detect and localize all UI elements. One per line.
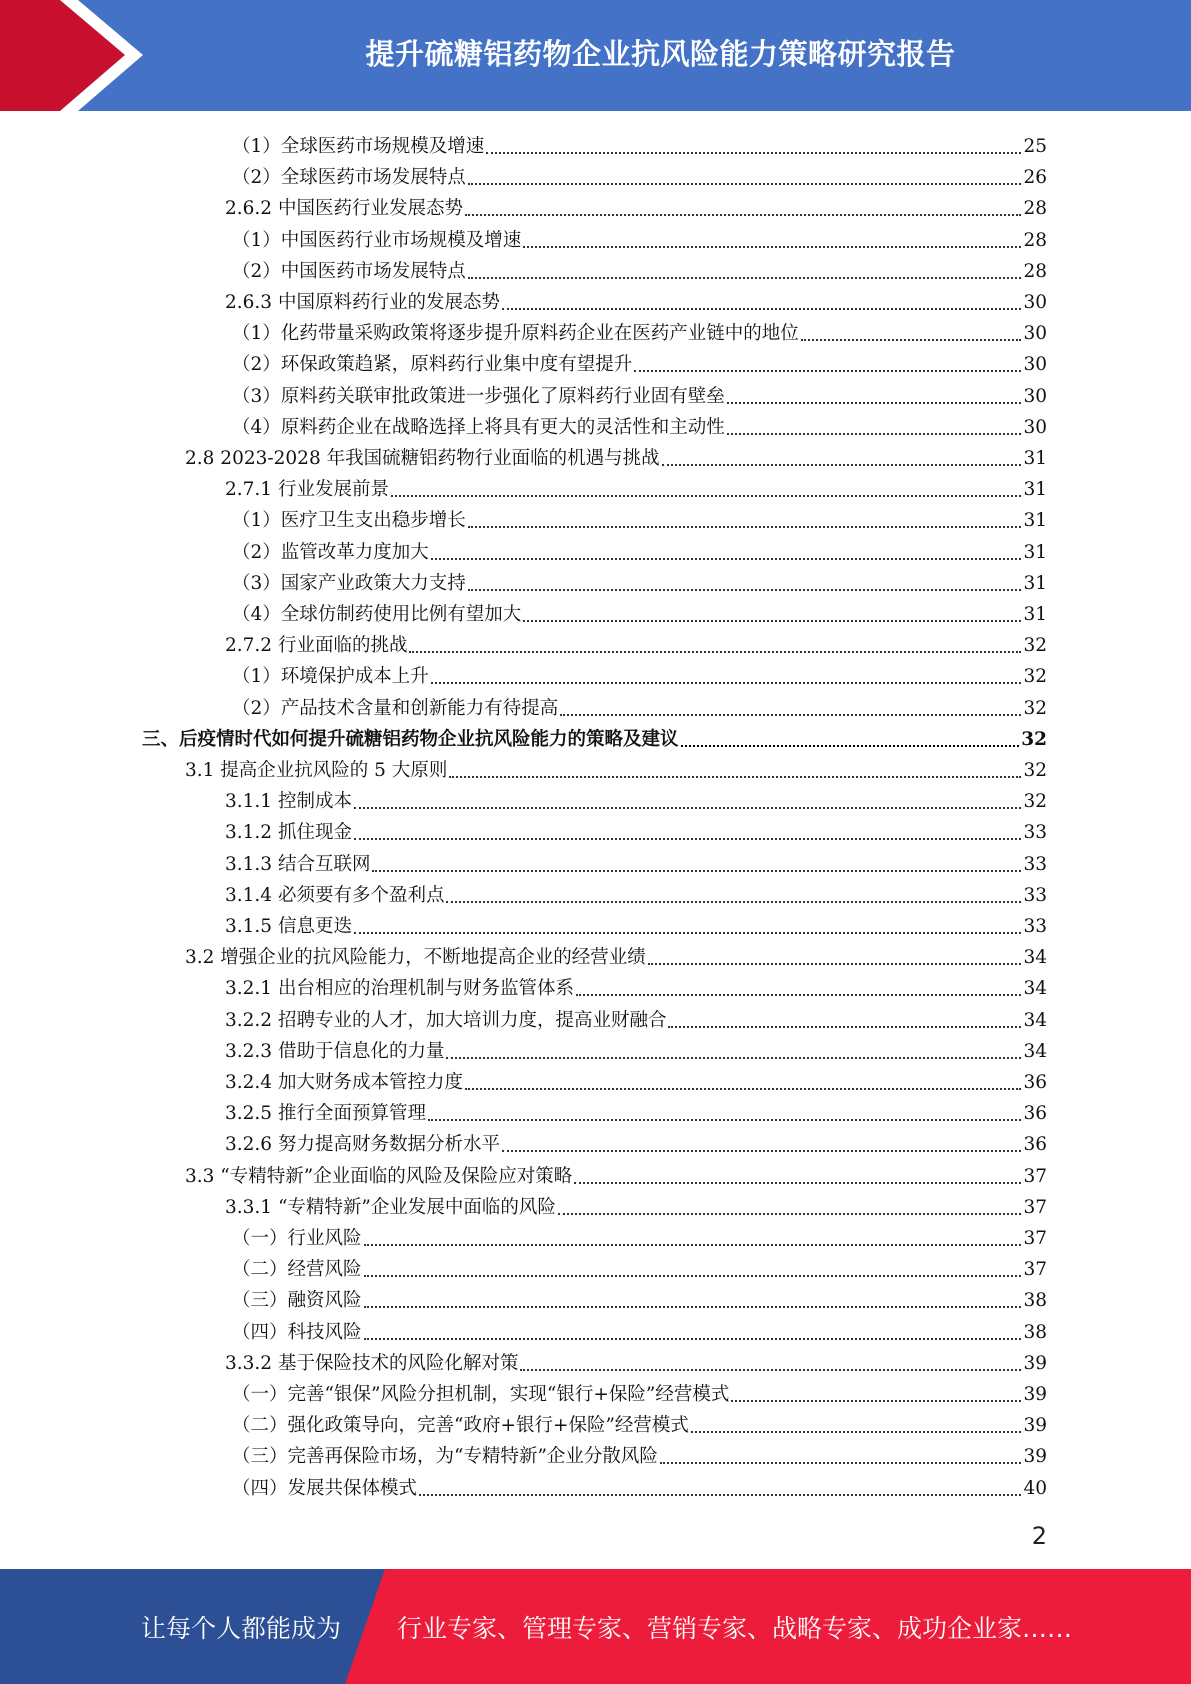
toc-leader-dots <box>502 1149 1021 1152</box>
toc-entry-title: （一）行业风险 <box>232 1228 362 1249</box>
toc-leader-dots <box>354 837 1022 840</box>
toc-entry-page: 34 <box>1023 978 1047 1000</box>
toc-leader-dots <box>446 1056 1021 1059</box>
toc-entry-title: （二）强化政策导向，完善“政府+银行+保险”经营模式 <box>232 1415 689 1437</box>
toc-entry[interactable] <box>225 189 1047 220</box>
toc-entry-page: 32 <box>1021 728 1047 750</box>
toc-entry[interactable] <box>225 1344 1047 1375</box>
toc-entry-page: 39 <box>1023 1415 1047 1437</box>
toc-entry-title: 3.2 增强企业的抗风险能力，不断地提高企业的经营业绩 <box>185 947 646 969</box>
toc-entry-page: 37 <box>1023 1259 1047 1281</box>
toc-entry-title: （3）国家产业政策大力支持 <box>232 572 466 594</box>
toc-entry[interactable] <box>232 595 1047 626</box>
toc-entry[interactable] <box>232 1250 1047 1281</box>
toc-leader-dots <box>486 151 1021 154</box>
toc-entry-title: （一）完善“银保”风险分担机制，实现“银行+保险”经营模式 <box>232 1384 730 1405</box>
toc-leader-dots <box>523 619 1021 622</box>
toc-entry[interactable] <box>225 1032 1047 1063</box>
toc-entry[interactable] <box>232 564 1047 595</box>
toc-entry-title: 3.3 “专精特新”企业面临的风险及保险应对策略 <box>185 1165 573 1187</box>
toc-entry-page: 30 <box>1023 385 1047 407</box>
toc-entry-page: 33 <box>1023 853 1047 875</box>
toc-entry[interactable] <box>232 345 1047 376</box>
toc-entry[interactable] <box>232 1406 1047 1437</box>
toc-entry[interactable] <box>185 751 1047 782</box>
toc-entry[interactable] <box>232 657 1047 688</box>
toc-leader-dots <box>364 1243 1022 1246</box>
toc-leader-dots <box>727 432 1022 435</box>
toc-entry-title: 2.7.2 行业面临的挑战 <box>225 635 408 657</box>
toc-entry-page: 30 <box>1023 323 1047 345</box>
toc-entry-page: 31 <box>1023 572 1047 594</box>
toc-leader-dots <box>446 900 1021 903</box>
toc-entry[interactable] <box>232 689 1047 720</box>
toc-entry-title: （1）全球医药市场规模及增速 <box>232 136 485 157</box>
toc-entry-page: 28 <box>1023 229 1047 251</box>
toc-entry-page: 31 <box>1023 479 1047 501</box>
toc-entry-title: （三）完善再保险市场，为“专精特新”企业分散风险 <box>232 1446 658 1468</box>
toc-entry-page: 31 <box>1023 541 1047 563</box>
toc-entry-title: （4）原料药企业在战略选择上将具有更大的灵活性和主动性 <box>232 416 725 438</box>
toc-entry-title: 2.6.2 中国医药行业发展态势 <box>225 198 463 220</box>
toc-entry[interactable] <box>225 907 1047 938</box>
toc-leader-dots <box>465 1087 1021 1090</box>
toc-entry-page: 30 <box>1023 416 1047 438</box>
toc-entry-title: （4）全球仿制药使用比例有望加大 <box>232 604 522 625</box>
footer-slogan-right: 行业专家、管理专家、营销专家、战略专家、成功企业家…… <box>397 1613 1073 1643</box>
toc-entry[interactable] <box>225 470 1047 501</box>
toc-leader-dots <box>668 1025 1021 1028</box>
toc-entry-page: 39 <box>1023 1352 1047 1374</box>
toc-entry-title: （2）中国医药市场发展特点 <box>232 260 466 282</box>
footer-slogan-left: 让每个人都能成为 <box>141 1613 342 1643</box>
toc-leader-dots <box>576 993 1021 996</box>
toc-entry-page: 38 <box>1023 1321 1047 1343</box>
toc-entry-title: 3.2.5 推行全面预算管理 <box>225 1103 426 1125</box>
toc-entry[interactable] <box>225 1063 1047 1094</box>
page-header <box>0 0 1191 111</box>
toc-leader-dots <box>372 869 1021 872</box>
toc-leader-dots <box>428 1118 1021 1121</box>
toc-entry-page: 34 <box>1023 1009 1047 1031</box>
toc-leader-dots <box>574 1181 1021 1184</box>
toc-entry-page: 33 <box>1023 884 1047 906</box>
toc-entry[interactable] <box>232 127 1047 158</box>
toc-entry[interactable] <box>232 1313 1047 1344</box>
toc-entry-title: 3.1.1 控制成本 <box>225 791 352 813</box>
toc-entry-title: （1）化药带量采购政策将逐步提升原料药企业在医药产业链中的地位 <box>232 323 799 345</box>
toc-entry-title: （四）发展共保体模式 <box>232 1477 418 1499</box>
toc-entry-title: （1）医疗卫生支出稳步增长 <box>232 510 466 532</box>
toc-leader-dots <box>560 713 1021 716</box>
toc-entry-page: 38 <box>1023 1290 1047 1312</box>
header-chevron-decoration <box>0 0 160 111</box>
toc-entry-page: 39 <box>1023 1446 1047 1468</box>
toc-leader-dots <box>431 557 1022 560</box>
toc-entry[interactable] <box>232 377 1047 408</box>
toc-entry[interactable] <box>232 1437 1047 1468</box>
toc-leader-dots <box>731 1399 1021 1402</box>
toc-entry-page: 37 <box>1023 1228 1047 1249</box>
toc-entry[interactable] <box>232 1375 1047 1406</box>
toc-entry-page: 28 <box>1023 198 1047 220</box>
toc-entry-page: 31 <box>1023 448 1047 469</box>
toc-entry[interactable] <box>225 283 1047 314</box>
toc-entry[interactable] <box>232 314 1047 345</box>
toc-entry[interactable] <box>142 720 1047 751</box>
toc-entry[interactable] <box>225 876 1047 907</box>
toc-leader-dots <box>364 1274 1022 1277</box>
toc-entry-page: 34 <box>1023 947 1047 969</box>
toc-leader-dots <box>354 931 1022 934</box>
toc-entry-title: 3.2.2 招聘专业的人才，加大培训力度，提高业财融合 <box>225 1009 667 1031</box>
toc-leader-dots <box>364 1305 1022 1308</box>
toc-entry-page: 31 <box>1023 604 1047 625</box>
toc-entry-page: 34 <box>1023 1040 1047 1062</box>
toc-entry[interactable] <box>185 439 1047 470</box>
toc-leader-dots <box>354 806 1022 809</box>
toc-entry[interactable] <box>225 1094 1047 1125</box>
toc-entry-title: 3.2.4 加大财务成本管控力度 <box>225 1072 463 1093</box>
toc-leader-dots <box>727 401 1022 404</box>
toc-entry-title: （二）经营风险 <box>232 1259 362 1281</box>
toc-entry[interactable] <box>232 158 1047 189</box>
toc-entry-page: 26 <box>1023 167 1047 189</box>
toc-leader-dots <box>419 1493 1021 1496</box>
toc-entry[interactable] <box>232 533 1047 564</box>
toc-entry-title: 三、后疫情时代如何提升硫糖铝药物企业抗风险能力的策略及建议 <box>142 728 679 750</box>
toc-entry[interactable] <box>185 938 1047 969</box>
toc-entry-title: 2.7.1 行业发展前景 <box>225 479 389 501</box>
toc-leader-dots <box>801 338 1022 341</box>
toc-entry-page: 36 <box>1023 1103 1047 1125</box>
toc-entry-page: 33 <box>1023 916 1047 937</box>
toc-entry-title: 3.1.4 必须要有多个盈利点 <box>225 884 445 906</box>
page-number: 2 <box>1031 1522 1047 1550</box>
toc-entry-title: 2.8 2023-2028 年我国硫糖铝药物行业面临的机遇与挑战 <box>185 448 660 469</box>
toc-leader-dots <box>468 588 1022 591</box>
toc-entry[interactable] <box>232 408 1047 439</box>
toc-entry[interactable] <box>185 1157 1047 1188</box>
toc-leader-dots <box>468 276 1022 279</box>
page-footer <box>0 1569 1191 1684</box>
toc-leader-dots <box>523 245 1021 248</box>
toc-entry-title: 3.1 提高企业抗风险的 5 大原则 <box>185 760 448 781</box>
toc-entry-page: 37 <box>1023 1196 1047 1218</box>
toc-entry-page: 32 <box>1023 697 1047 719</box>
toc-leader-dots <box>391 494 1021 497</box>
toc-entry-title: 2.6.3 中国原料药行业的发展态势 <box>225 292 500 313</box>
toc-leader-dots <box>468 525 1022 528</box>
toc-leader-dots <box>634 369 1021 372</box>
toc-entry-page: 31 <box>1023 510 1047 532</box>
toc-entry-title: 3.2.1 出台相应的治理机制与财务监管体系 <box>225 978 574 1000</box>
toc-entry[interactable] <box>232 1219 1047 1250</box>
toc-leader-dots <box>502 307 1021 310</box>
toc-entry-page: 36 <box>1023 1134 1047 1156</box>
toc-entry-title: 3.2.6 努力提高财务数据分析水平 <box>225 1134 500 1156</box>
toc-entry[interactable] <box>232 1469 1047 1500</box>
toc-entry[interactable] <box>225 1125 1047 1156</box>
toc-entry-page: 39 <box>1023 1384 1047 1405</box>
toc-entry[interactable] <box>232 1281 1047 1312</box>
toc-entry-title: （3）原料药关联审批政策进一步强化了原料药行业固有壁垒 <box>232 385 725 407</box>
toc-entry-page: 33 <box>1023 822 1047 844</box>
toc-entry-page: 28 <box>1023 260 1047 282</box>
toc-leader-dots <box>691 1430 1022 1433</box>
toc-entry-title: （2）环保政策趋紧，原料药行业集中度有望提升 <box>232 354 633 376</box>
toc-entry-title: 3.1.2 抓住现金 <box>225 822 352 844</box>
toc-entry-title: （2）监管改革力度加大 <box>232 541 429 563</box>
toc-leader-dots <box>558 1212 1022 1215</box>
toc-entry-title: 3.1.3 结合互联网 <box>225 853 371 875</box>
toc-entry-page: 32 <box>1023 666 1047 688</box>
toc-leader-dots <box>431 681 1022 684</box>
toc-leader-dots <box>681 744 1020 747</box>
toc-entry[interactable] <box>232 501 1047 532</box>
toc-entry[interactable] <box>225 782 1047 813</box>
toc-entry-title: 3.1.5 信息更迭 <box>225 916 352 937</box>
toc-entry[interactable] <box>232 252 1047 283</box>
toc-entry[interactable] <box>225 1188 1047 1219</box>
toc-leader-dots <box>662 463 1022 466</box>
toc-entry-title: （2）产品技术含量和创新能力有待提高 <box>232 697 559 719</box>
toc-leader-dots <box>449 775 1021 778</box>
toc-entry[interactable] <box>225 1001 1047 1032</box>
toc-entry-page: 36 <box>1023 1072 1047 1093</box>
toc-leader-dots <box>364 1337 1022 1340</box>
toc-leader-dots <box>648 962 1022 965</box>
toc-entry[interactable] <box>225 626 1047 657</box>
toc-entry-title: 3.3.2 基于保险技术的风险化解对策 <box>225 1352 519 1374</box>
toc-entry-title: 3.3.1 “专精特新”企业发展中面临的风险 <box>225 1196 556 1218</box>
toc-leader-dots <box>520 1368 1021 1371</box>
document-title: 提升硫糖铝药物企业抗风险能力策略研究报告 <box>365 36 956 71</box>
toc-entry-title: 3.2.3 借助于信息化的力量 <box>225 1040 445 1062</box>
toc-entry-page: 40 <box>1023 1477 1047 1499</box>
toc-entry-page: 30 <box>1023 292 1047 313</box>
toc-entry[interactable] <box>225 969 1047 1000</box>
toc-leader-dots <box>409 650 1021 653</box>
toc-entry-title: （1）环境保护成本上升 <box>232 666 429 688</box>
toc-entry[interactable] <box>225 813 1047 844</box>
toc-entry-page: 32 <box>1023 791 1047 813</box>
toc-entry-page: 32 <box>1023 760 1047 781</box>
toc-entry[interactable] <box>225 845 1047 876</box>
toc-leader-dots <box>660 1461 1022 1464</box>
toc-entry-title: （四）科技风险 <box>232 1321 362 1343</box>
toc-leader-dots <box>465 213 1021 216</box>
toc-entry-title: （三）融资风险 <box>232 1290 362 1312</box>
toc-entry-page: 30 <box>1023 354 1047 376</box>
toc-leader-dots <box>468 182 1022 185</box>
toc-entry-page: 32 <box>1023 635 1047 657</box>
toc-entry-page: 37 <box>1023 1165 1047 1187</box>
toc-entry-title: （1）中国医药行业市场规模及增速 <box>232 229 522 251</box>
toc-entry[interactable] <box>232 221 1047 252</box>
toc-entry-title: （2）全球医药市场发展特点 <box>232 167 466 189</box>
toc-entry-page: 25 <box>1023 136 1047 157</box>
